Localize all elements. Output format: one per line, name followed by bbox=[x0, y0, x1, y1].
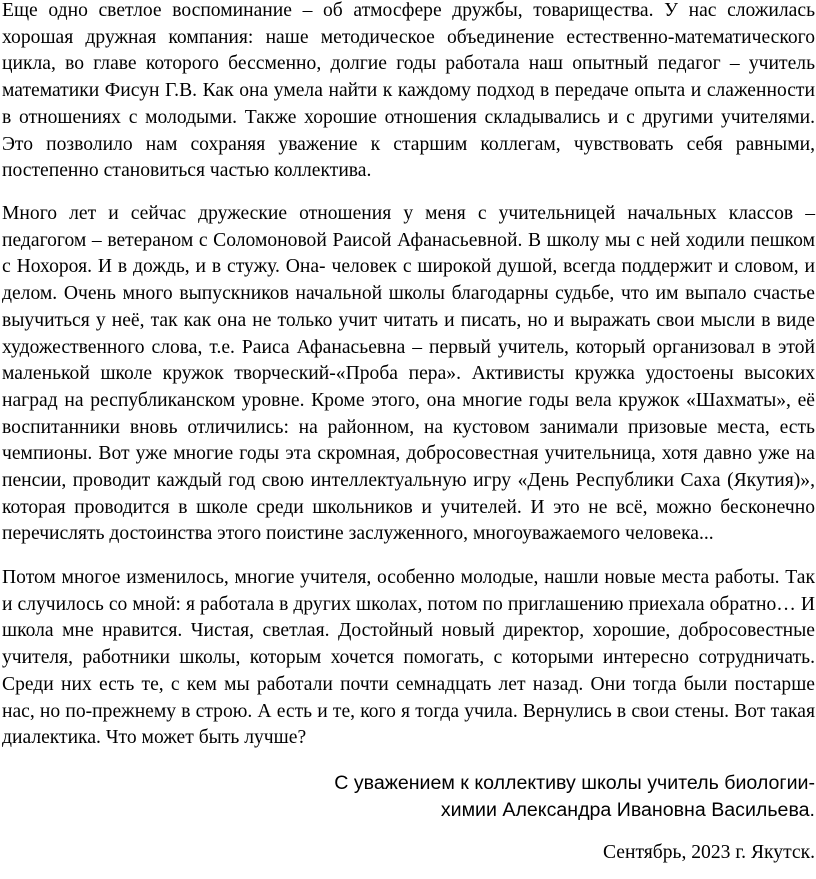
paragraph-colleague-teacher: Много лет и сейчас дружеские отношения у меня с учительницей начальных классов – педагогом – ветераном с Соломоновой Раисой Афанасьевной. В школу мы с ней ходили пешком с Нохороя. И в дождь, и в стужу. Она- человек с широкой душой, всегда поддержит и словом, и делом. Очень много выпускников начальной школы благодарны судьбе, что им выпало счастье выучиться у неё, так как она не только учит читать и писать, но и выражать свои мысли в виде художественного слова, т.е. Раиса Афанасьевна – первый учитель, который организовал в этой маленькой школе кружок творческий-«Проба пера». Активисты кружка удостоены высоких наград на республиканском уровне. Кроме этого, она многие годы вела кружок «Шахматы», её воспитанники вновь отличились: на районном, на кустовом занимали призовые места, есть чемпионы. Вот уже многие годы эта скромная, добросовестная учительница, хотя давно уже на пенсии, проводит каждый год свою интеллектуальную игру «День Республики Саха (Якутия)», которая проводится в школе среди школьников и учителей. И это не всё, можно бесконечно перечислять достоинства этого поистине заслуженного, многоуважаемого человека... bbox=[2, 203, 815, 545]
signature-line-2: химии Александра Ивановна Васильева. bbox=[440, 799, 815, 821]
date-place: Сентябрь, 2023 г. Якутск. bbox=[602, 842, 815, 863]
paragraph-return-to-school: Потом многое изменилось, многие учителя, особенно молодые, нашли новые места работы. Так и случилось со мной: я работала в других школах, потом по приглашению приехала обратно… И школа мне нравится. Чистая, светлая. Достойный новый директор, хорошие, добросовестные учителя, работники школы, которым хочется помогать, с которыми интересно сотрудничать. Среди них есть те, с кем мы работали почти семнадцать лет назад. Они тогда были постарше нас, но по-прежнему в строю. А есть и те, кого я тогда учила. Вернулись в свои стены. Вот такая диалектика. Что может быть лучше? bbox=[2, 567, 815, 749]
paragraph-friendship-memory: Еще одно светлое воспоминание – об атмосфере дружбы, товарищества. У нас сложилась хорошая дружная компания: наше методическое объединение естественно-математического цикла, во главе которого бессменно, долгие годы работала наш опытный педагог – учитель математики Фисун Г.В. Как она умела найти к каждому подход в передаче опыта и слаженности в отношениях с молодыми. Также хорошие отношения складывались и с другими учителями. Это позволило нам сохраняя уважение к старшим коллегам, чувствовать себя равными, постепенно становиться частью коллектива. bbox=[2, 0, 815, 182]
signature-line-1: С уважением к коллективу школы учитель биологии- bbox=[334, 772, 815, 794]
